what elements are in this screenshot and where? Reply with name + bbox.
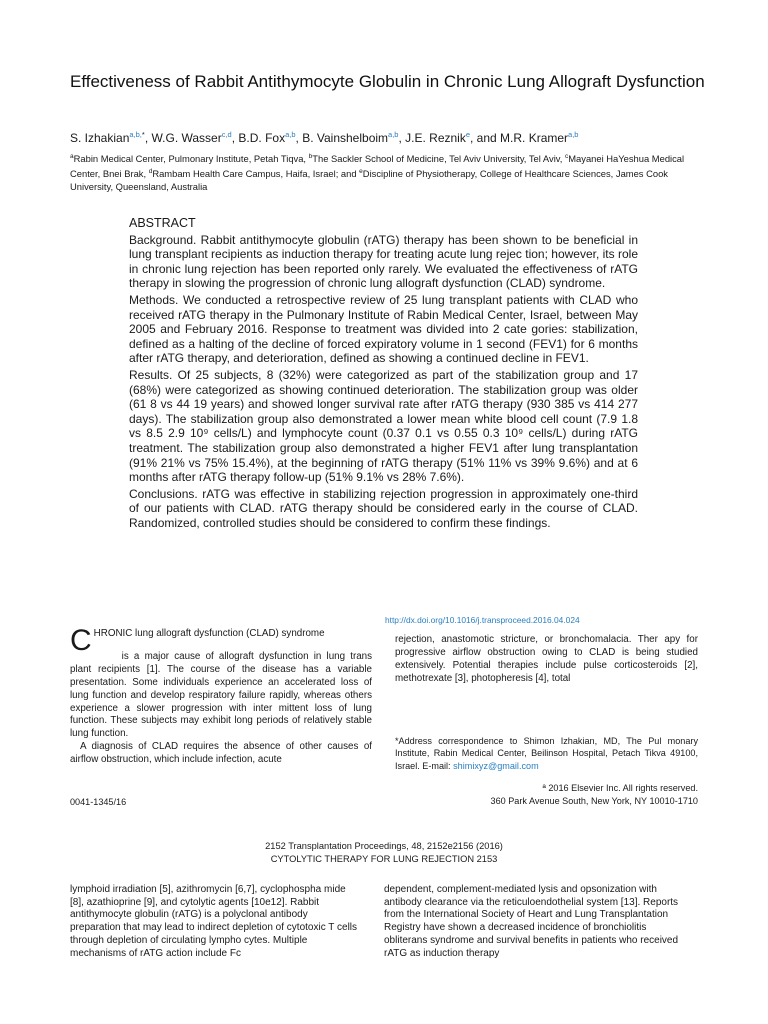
author-marks[interactable]: c,d xyxy=(221,130,232,139)
running-head-line: 2152 Transplantation Proceedings, 48, 2152e2156 (2016) xyxy=(265,841,503,851)
copyright-line: ª 2016 Elsevier Inc. All rights reserved. xyxy=(542,783,698,793)
author-list: S. Izhakian$^{a,b,*}$, W.G. Wasser$^{c,d}$, B.D. Fox$^{a,b}$, B. Vainshelboim$^{a,b}$, J.E. Reznik$^e$, and M.R. Kramer$^{a,b}$ xyxy=(70,130,579,145)
author-marks[interactable]: a,b, xyxy=(129,130,142,139)
copyright-block xyxy=(395,782,698,807)
abstract-heading: ABSTRACT xyxy=(129,216,196,230)
body-paragraph: lymphoid irradiation [5], azithromycin [6,7], cyclophospha mide [8], azathioprine [9], and cytolytic agents [10e12]. Rabbit antithymocyte globulin (rATG) is a polyclonal antibody preparation that may lead to indirect depletion of cytotoxic T cells through depletion of circulating lympho cytes. Multiple mechanisms of rATG action include Fc xyxy=(70,884,358,959)
body-column-right xyxy=(395,634,698,686)
abstract-conclusions: Conclusions. rATG was effective in stabilizing rejection progression in approximately one-third of our patients with CLAD. rATG therapy should be considered early in the course of CLAD. Randomized, controlled studies should be considered to confirm these findings. xyxy=(129,486,638,530)
abstract-block xyxy=(129,216,638,532)
affiliation: Discipline of Physiotherapy, College of Healthcare Sciences, James Cook University, Queensland, Australia xyxy=(70,168,668,193)
author-marks[interactable]: e xyxy=(465,130,470,139)
affiliations xyxy=(70,150,710,193)
affil-mark: b xyxy=(308,153,313,160)
author-marks[interactable]: a,b xyxy=(285,130,296,139)
abstract-background: Background. Rabbit antithymocyte globulin (rATG) therapy has been shown to be beneficial in lung transplant recipients as induction therapy for treating acute lung rejec tion; however, its role in chronic lung rejection has been reported only rarely. We evaluated the effectiveness of rATG therapy in slowing the progression of chronic lung allograft dysfunction (CLAD) syndrome. xyxy=(129,232,638,291)
author-marks[interactable]: a,b xyxy=(568,130,579,139)
affiliation: Mayanei HaYeshua Medical Center, Bnei Brak, xyxy=(70,153,685,180)
running-head-line: CYTOLYTIC THERAPY FOR LUNG REJECTION 2153 xyxy=(270,854,498,864)
author-name: W.G. Wasser xyxy=(151,131,222,145)
author-name: S. Izhakian xyxy=(70,131,130,145)
affiliation: The Sackler School of Medicine, Tel Aviv University, Tel Aviv, xyxy=(312,153,565,165)
affil-mark: e xyxy=(359,168,363,176)
body-paragraph: dependent, complement-mediated lysis and opsonization with antibody clearance via the reticuloendothelial system [13]. Reports from the International Society of Heart and Lung Transplantation Registry have shown a decreased incidence of bronchiolitis obliterans syndrome and survival benefits in patients who received rATG as induction therapy xyxy=(384,884,679,959)
publisher-address: 360 Park Avenue South, New York, NY 10010-1710 xyxy=(490,795,698,806)
correspondence-note xyxy=(395,735,698,772)
abstract-results: Results. Of 25 subjects, 8 (32%) were categorized as part of the stabilization group and 17 (68%) were categorized as showing continued deterioration. The stabilization group was older (61 8 vs 44 19 years) and showed longer survival rate after rATG therapy (930 385 vs 414 277 days). The stabilization group also demonstrated a lower mean white blood cell count (7.9 1.8 vs 8.5 2.9 10⁹ cells/L) and lymphocyte count (0.37 0.1 vs 0.55 0.3 10⁹ cells/L) during rATG treatment. The stabilization group also demonstrated a higher FEV1 after lung transplantation (91% 21% vs 75% 15.4%), at the beginning of rATG therapy (51% 11% vs 39% 9.6%) and at 6 months after rATG therapy follow-up (51% 9.1% vs 28% 7.6%). xyxy=(129,367,638,485)
abstract-methods: Methods. We conducted a retrospective review of 25 lung transplant patients with CLAD who received rATG therapy in the Pulmonary Institute of Rabin Medical Center, Israel, between May 2005 and February 2016. Response to treatment was divided into 2 cate gories: stabilization, defined as a halting of the decline of forced expiratory volume in 1 second (FEV1) for 6 months after rATG therapy, and deterioration, defined as showing a continued decline in FEV1. xyxy=(129,292,638,366)
author-name: B.D. Fox xyxy=(238,131,286,145)
intro-first-line: HRONIC lung allograft dysfunction (CLAD) syndrome xyxy=(93,628,325,639)
issn: 0041-1345/16 xyxy=(70,797,127,807)
author-name: J.E. Reznik xyxy=(405,131,466,145)
affil-mark: a xyxy=(70,153,74,160)
body-paragraph: A diagnosis of CLAD requires the absence of other causes of airflow obstruction, which include infection, acute xyxy=(70,741,372,766)
correspondence-text: *Address correspondence to Shimon Izhakian, MD, The Pul monary Institute, Rabin Medical Center, Beilinson Hospital, Petach Tikva 49100, Israel. E-mail: xyxy=(395,736,698,771)
drop-cap: C xyxy=(70,624,92,657)
affiliation: Rambam Health Care Campus, Haifa, Israel; and xyxy=(152,168,360,180)
paper-title: Effectiveness of Rabbit Antithymocyte Globulin in Chronic Lung Allograft Dysfunction xyxy=(70,72,705,91)
affil-mark: c xyxy=(564,153,569,160)
doi-link[interactable]: http://dx.doi.org/10.1016/j.transproceed.2016.04.024 xyxy=(385,615,580,625)
page2-column-left xyxy=(70,884,358,960)
author-name: B. Vainshelboim xyxy=(302,131,389,145)
running-head xyxy=(0,840,768,866)
author-marks[interactable]: a,b xyxy=(388,130,399,139)
body-paragraph: rejection, anastomotic stricture, or bronchomalacia. Ther apy for progressive airflow obstruction owing to CLAD is being studied extensively. Potential therapies include pulse corticosteroids [2], methotrexate [3], photopheresis [4], total xyxy=(395,634,698,684)
intro-text: is a major cause of allograft dysfunction in lung trans plant recipients [1]. The course of the disease has a variable presentation. Some individuals experience an accelerated loss of lung function and develop respiratory failure rapidly, whereas others experience a slower progression with inter mittent loss of lung function. These subjects may exhibit long periods of relatively stable lung function. xyxy=(70,650,372,740)
body-column-left xyxy=(70,622,372,767)
intro-paragraph xyxy=(70,624,372,741)
email-link[interactable]: shimixyz@gmail.com xyxy=(453,760,539,771)
affil-mark: d xyxy=(148,168,153,176)
corresponding-mark: * xyxy=(141,130,145,139)
affiliation: Rabin Medical Center, Pulmonary Institute, Petah Tiqva, xyxy=(73,153,309,165)
author-name: M.R. Kramer xyxy=(500,131,569,145)
page2-column-right xyxy=(384,884,689,960)
